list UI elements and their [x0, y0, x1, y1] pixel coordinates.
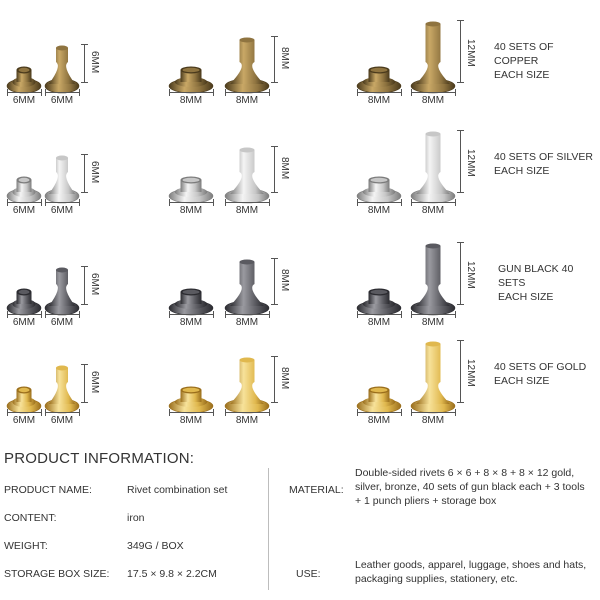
description-line: GUN BLACK 40 SETS — [498, 263, 574, 289]
width-dimension-label: 8MM — [179, 205, 203, 216]
height-dimension-line — [84, 266, 85, 304]
dimension-tick — [81, 154, 88, 155]
height-dimension-label: 8MM — [279, 367, 290, 390]
material-line: Double-sided rivets 6 × 6 + 8 × 8 + 8 × 12 gold, — [355, 467, 575, 479]
dimension-tick — [457, 402, 464, 403]
info-divider — [268, 468, 269, 590]
width-dimension-line — [411, 412, 455, 413]
rivet-cap-gold — [354, 376, 404, 416]
dimension-tick — [271, 402, 278, 403]
dimension-tick — [213, 311, 214, 318]
width-dimension-line — [45, 92, 79, 93]
material-label: MATERIAL: — [289, 484, 344, 496]
width-dimension-label: 8MM — [367, 415, 391, 426]
width-dimension-label: 8MM — [367, 317, 391, 328]
rivet-post-gun — [408, 240, 458, 318]
height-dimension-label: 8MM — [279, 269, 290, 292]
weight-label: WEIGHT: — [4, 540, 48, 552]
width-dimension-line — [7, 202, 41, 203]
description-line: EACH SIZE — [494, 69, 550, 81]
rivet-post-copper — [222, 34, 272, 96]
dimension-tick — [457, 192, 464, 193]
rivet-row-description — [494, 150, 599, 178]
height-dimension-label: 6MM — [89, 51, 100, 74]
width-dimension-label: 6MM — [50, 95, 74, 106]
width-dimension-label: 6MM — [12, 205, 36, 216]
width-dimension-label: 6MM — [50, 415, 74, 426]
width-dimension-line — [169, 412, 213, 413]
rivet-cap-gun — [354, 278, 404, 318]
rivet-row-description — [494, 40, 599, 82]
width-dimension-line — [357, 202, 401, 203]
dimension-tick — [41, 199, 42, 206]
width-dimension-line — [225, 412, 269, 413]
storage-box-size-label: STORAGE BOX SIZE: — [4, 568, 110, 580]
dimension-tick — [401, 89, 402, 96]
width-dimension-label: 8MM — [179, 95, 203, 106]
dimension-tick — [41, 409, 42, 416]
dimension-tick — [81, 364, 88, 365]
height-dimension-line — [460, 130, 461, 192]
width-dimension-line — [169, 92, 213, 93]
width-dimension-line — [411, 202, 455, 203]
dimension-tick — [81, 44, 88, 45]
description-line: EACH SIZE — [494, 375, 550, 387]
width-dimension-line — [169, 202, 213, 203]
dimension-tick — [457, 20, 464, 21]
dimension-tick — [401, 409, 402, 416]
height-dimension-line — [84, 154, 85, 192]
storage-box-size-value: 17.5 × 9.8 × 2.2CM — [127, 568, 217, 580]
width-dimension-line — [7, 314, 41, 315]
description-line: 40 SETS OF SILVER — [494, 151, 594, 163]
material-line: silver, bronze, 40 sets of gun black each + 3 tools — [355, 481, 585, 493]
width-dimension-label: 8MM — [235, 205, 259, 216]
description-line: 40 SETS OF GOLD — [494, 361, 587, 373]
width-dimension-line — [45, 202, 79, 203]
dimension-tick — [79, 89, 80, 96]
height-dimension-line — [460, 20, 461, 82]
dimension-tick — [401, 311, 402, 318]
width-dimension-line — [225, 314, 269, 315]
description-line: 40 SETS OF COPPER — [494, 41, 554, 67]
height-dimension-line — [84, 44, 85, 82]
rivet-post-copper — [42, 42, 82, 96]
dimension-tick — [269, 311, 270, 318]
width-dimension-line — [7, 412, 41, 413]
content-value: iron — [127, 512, 145, 524]
rivet-cap-silver — [4, 166, 44, 206]
dimension-tick — [455, 199, 456, 206]
rivet-post-copper — [408, 18, 458, 96]
height-dimension-line — [460, 242, 461, 304]
dimension-tick — [457, 82, 464, 83]
height-dimension-label: 12MM — [465, 149, 476, 177]
height-dimension-label: 12MM — [465, 39, 476, 67]
rivet-cap-gold — [4, 376, 44, 416]
dimension-tick — [457, 130, 464, 131]
height-dimension-line — [84, 364, 85, 402]
width-dimension-line — [225, 202, 269, 203]
description-line: EACH SIZE — [494, 165, 550, 177]
dimension-tick — [79, 311, 80, 318]
dimension-tick — [213, 89, 214, 96]
rivet-cap-copper — [354, 56, 404, 96]
dimension-tick — [269, 409, 270, 416]
width-dimension-label: 8MM — [367, 205, 391, 216]
width-dimension-line — [45, 314, 79, 315]
width-dimension-line — [225, 92, 269, 93]
width-dimension-label: 6MM — [12, 95, 36, 106]
dimension-tick — [269, 199, 270, 206]
dimension-tick — [81, 402, 88, 403]
width-dimension-label: 8MM — [235, 317, 259, 328]
rivet-cap-gun — [4, 278, 44, 318]
dimension-tick — [271, 192, 278, 193]
dimension-tick — [271, 304, 278, 305]
product-name-label: PRODUCT NAME: — [4, 484, 92, 496]
use-line: Leather goods, apparel, luggage, shoes and hats, — [355, 559, 587, 571]
dimension-tick — [79, 409, 80, 416]
dimension-tick — [81, 266, 88, 267]
rivet-post-gold — [408, 338, 458, 416]
description-line: EACH SIZE — [498, 291, 554, 303]
dimension-tick — [81, 82, 88, 83]
width-dimension-line — [357, 314, 401, 315]
dimension-tick — [457, 304, 464, 305]
dimension-tick — [41, 311, 42, 318]
dimension-tick — [213, 199, 214, 206]
use-label: USE: — [296, 568, 321, 580]
height-dimension-label: 6MM — [89, 161, 100, 184]
width-dimension-label: 8MM — [421, 317, 445, 328]
rivet-cap-gold — [166, 376, 216, 416]
height-dimension-label: 6MM — [89, 273, 100, 296]
dimension-tick — [271, 146, 278, 147]
rivet-post-gun — [222, 256, 272, 318]
height-dimension-label: 8MM — [279, 157, 290, 180]
dimension-tick — [455, 409, 456, 416]
rivet-row-description — [494, 360, 599, 388]
width-dimension-label: 6MM — [12, 415, 36, 426]
height-dimension-line — [274, 258, 275, 304]
weight-value: 349G / BOX — [127, 540, 184, 552]
dimension-tick — [271, 36, 278, 37]
content-label: CONTENT: — [4, 512, 57, 524]
rivet-row-description — [498, 262, 600, 304]
rivet-cap-gun — [166, 278, 216, 318]
width-dimension-label: 6MM — [50, 205, 74, 216]
width-dimension-line — [411, 314, 455, 315]
rivet-cap-silver — [166, 166, 216, 206]
rivet-post-silver — [408, 128, 458, 206]
width-dimension-line — [357, 92, 401, 93]
height-dimension-label: 6MM — [89, 371, 100, 394]
width-dimension-line — [7, 92, 41, 93]
width-dimension-line — [357, 412, 401, 413]
dimension-tick — [81, 304, 88, 305]
height-dimension-line — [460, 340, 461, 402]
width-dimension-label: 8MM — [367, 95, 391, 106]
use-value — [355, 558, 600, 586]
product-info-title: PRODUCT INFORMATION: — [4, 450, 195, 467]
dimension-tick — [213, 409, 214, 416]
dimension-tick — [41, 89, 42, 96]
height-dimension-line — [274, 36, 275, 82]
material-line: + 1 punch pliers + storage box — [355, 495, 497, 507]
width-dimension-label: 8MM — [421, 205, 445, 216]
rivet-post-gold — [222, 354, 272, 416]
rivet-post-gun — [42, 264, 82, 318]
rivet-cap-copper — [166, 56, 216, 96]
height-dimension-line — [274, 356, 275, 402]
dimension-tick — [271, 82, 278, 83]
dimension-tick — [271, 258, 278, 259]
dimension-tick — [271, 356, 278, 357]
rivet-post-silver — [42, 152, 82, 206]
height-dimension-label: 8MM — [279, 47, 290, 70]
rivet-post-silver — [222, 144, 272, 206]
height-dimension-label: 12MM — [465, 261, 476, 289]
width-dimension-label: 8MM — [235, 415, 259, 426]
dimension-tick — [269, 89, 270, 96]
dimension-tick — [455, 89, 456, 96]
width-dimension-line — [411, 92, 455, 93]
height-dimension-label: 12MM — [465, 359, 476, 387]
rivet-post-gold — [42, 362, 82, 416]
dimension-tick — [455, 311, 456, 318]
rivet-cap-silver — [354, 166, 404, 206]
dimension-tick — [457, 242, 464, 243]
dimension-tick — [81, 192, 88, 193]
width-dimension-line — [169, 314, 213, 315]
width-dimension-label: 8MM — [179, 317, 203, 328]
width-dimension-label: 6MM — [12, 317, 36, 328]
width-dimension-label: 6MM — [50, 317, 74, 328]
dimension-tick — [457, 340, 464, 341]
height-dimension-line — [274, 146, 275, 192]
use-line: packaging supplies, stationery, etc. — [355, 573, 518, 585]
dimension-tick — [79, 199, 80, 206]
width-dimension-label: 8MM — [235, 95, 259, 106]
product-name-value: Rivet combination set — [127, 484, 228, 496]
width-dimension-label: 8MM — [179, 415, 203, 426]
dimension-tick — [401, 199, 402, 206]
rivet-cap-copper — [4, 56, 44, 96]
width-dimension-label: 8MM — [421, 415, 445, 426]
width-dimension-line — [45, 412, 79, 413]
width-dimension-label: 8MM — [421, 95, 445, 106]
material-value — [355, 466, 600, 508]
